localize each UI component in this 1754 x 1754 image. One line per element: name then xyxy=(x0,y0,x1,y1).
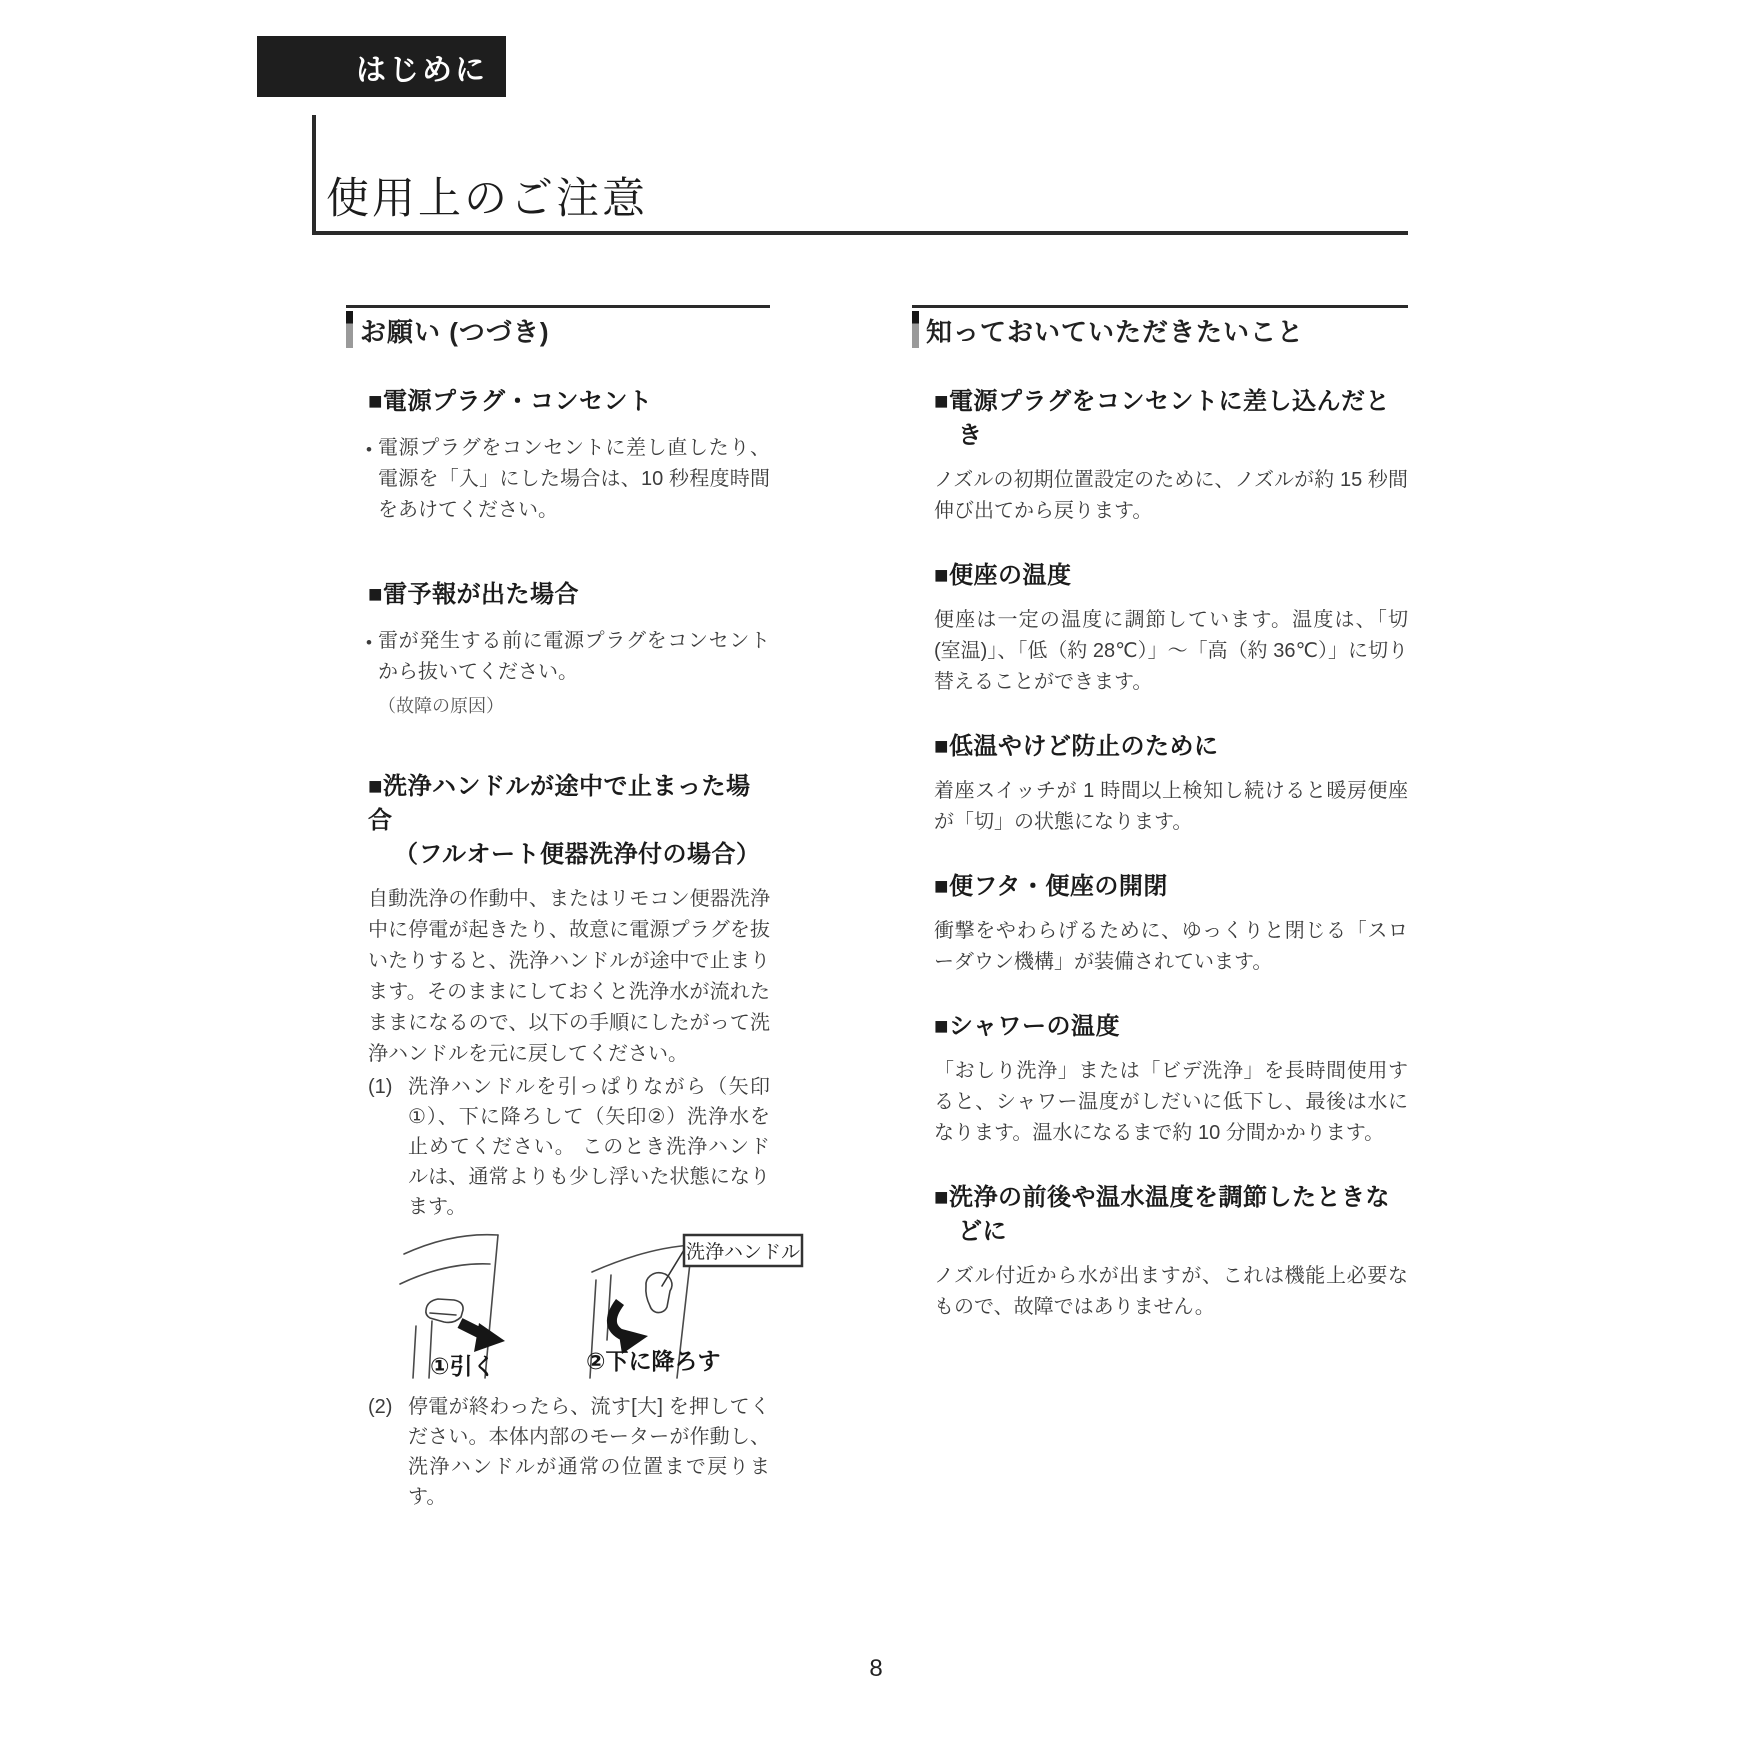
section-lightning-forecast xyxy=(346,578,770,720)
header-accent-bar xyxy=(912,311,919,348)
section-heading: ■雷予報が出た場合 xyxy=(368,581,579,608)
step-number: (2) xyxy=(368,1396,393,1418)
section-heading-line1: ■洗浄ハンドルが途中で止まった場合 xyxy=(368,773,751,834)
handle-shape xyxy=(646,1273,672,1313)
section-body: 自動洗浄の作動中、またはリモコン便器洗浄中に停電が起きたり、故意に電源プラグを抜いたりすると、洗浄ハンドルが途中で止まります。そのままにしておくと洗浄水が流れたままになるので、以下の手順にしたがって洗浄ハンドルを元に戻してください。 xyxy=(368,888,770,1065)
section-body: ノズルの初期位置設定のために、ノズルが約 15 秒間伸び出てから戻ります。 xyxy=(934,469,1408,522)
section-body: ノズル付近から水が出ますが、これは機能上必要なもので、故障ではありません。 xyxy=(934,1265,1408,1318)
pull-arrow-icon xyxy=(460,1323,505,1352)
right-column xyxy=(912,305,1408,1323)
section-seat-temperature xyxy=(912,559,1408,698)
section-shower-temperature xyxy=(912,1010,1408,1149)
section-heading-line2: （フルオート便器洗浄付の場合） xyxy=(394,841,761,868)
section-heading xyxy=(346,770,770,872)
section-body: 着座スイッチが 1 時間以上検知し続けると暖房便座が「切」の状態になります。 xyxy=(934,780,1408,833)
section-wash-handle-stopped xyxy=(346,770,801,1512)
section-low-temp-burn xyxy=(912,730,1408,838)
step-text: 洗浄ハンドルを引っぱりながら（矢印①）、下に降ろして（矢印②）洗浄水を止めてください。 このとき洗浄ハンドルは、通常よりも少し浮いた状態になります。 xyxy=(408,1076,770,1218)
right-column-header-text: 知っておいていただきたいこと xyxy=(926,317,1305,347)
section-heading: ■電源プラグをコンセントに差し込んだとき xyxy=(934,388,1390,449)
callout-label: 洗浄ハンドル xyxy=(685,1242,801,1263)
left-column-header-text: お願い (つづき) xyxy=(360,317,550,347)
section-heading: ■電源プラグ・コンセント xyxy=(368,388,653,415)
section-heading: ■洗浄の前後や温水温度を調節したときなどに xyxy=(934,1184,1390,1245)
section-lid-seat-open-close xyxy=(912,870,1408,978)
section-heading: ■低温やけど防止のために xyxy=(934,733,1219,760)
section-body: 衝撃をやわらげるために、ゆっくりと閉じる「スローダウン機構」が装備されています。 xyxy=(934,920,1408,973)
chapter-tab-label: はじめに xyxy=(356,53,488,87)
step-number: (1) xyxy=(368,1076,393,1098)
step-2 xyxy=(368,1392,770,1512)
cause-of-failure-note: （故障の原因） xyxy=(378,696,504,716)
header-accent-bar xyxy=(346,311,353,348)
section-heading: ■便座の温度 xyxy=(934,562,1072,589)
left-column-header xyxy=(346,305,770,349)
section-before-after-wash xyxy=(912,1181,1408,1323)
wash-handle-figure xyxy=(346,1228,806,1388)
page-number: 8 xyxy=(869,1655,883,1682)
figure-step2-label: ②下に降ろす xyxy=(586,1348,721,1374)
step-text: 停電が終わったら、流す[大] を押してください。本体内部のモーターが作動し、洗浄ハンドルが通常の位置まで戻ります。 xyxy=(408,1396,770,1508)
right-column-header xyxy=(912,305,1408,349)
section-plug-inserted xyxy=(912,385,1408,527)
title-block xyxy=(312,115,1408,235)
bullet-item: • 電源プラグをコンセントに差し直したり、電源を「入」にした場合は、10 秒程度時間をあけてください。 xyxy=(366,433,770,526)
step-1 xyxy=(368,1072,770,1222)
figure-step1-label: ①引く xyxy=(430,1353,496,1379)
section-heading: ■シャワーの温度 xyxy=(934,1013,1121,1040)
chapter-tab xyxy=(257,36,506,97)
handle-shape xyxy=(426,1299,463,1322)
page-title: 使用上のご注意 xyxy=(326,175,648,223)
bullet-item: • 雷が発生する前に電源プラグをコンセントから抜いてください。 xyxy=(366,626,770,688)
left-column xyxy=(346,305,801,1512)
section-heading: ■便フタ・便座の開閉 xyxy=(934,873,1168,900)
section-power-plug-outlet xyxy=(346,385,770,526)
lower-arrow-icon xyxy=(612,1302,648,1354)
section-body: 「おしり洗浄」または「ビデ洗浄」を長時間使用すると、シャワー温度がしだいに低下し、最後は水になります。温水になるまで約 10 分間かかります。 xyxy=(934,1060,1408,1144)
section-body: 便座は一定の温度に調節しています。温度は、「切(室温)」、「低（約 28℃）」〜「高（約 36℃）」に切り替えることができます。 xyxy=(934,609,1408,693)
callout-leader-line xyxy=(662,1250,684,1286)
